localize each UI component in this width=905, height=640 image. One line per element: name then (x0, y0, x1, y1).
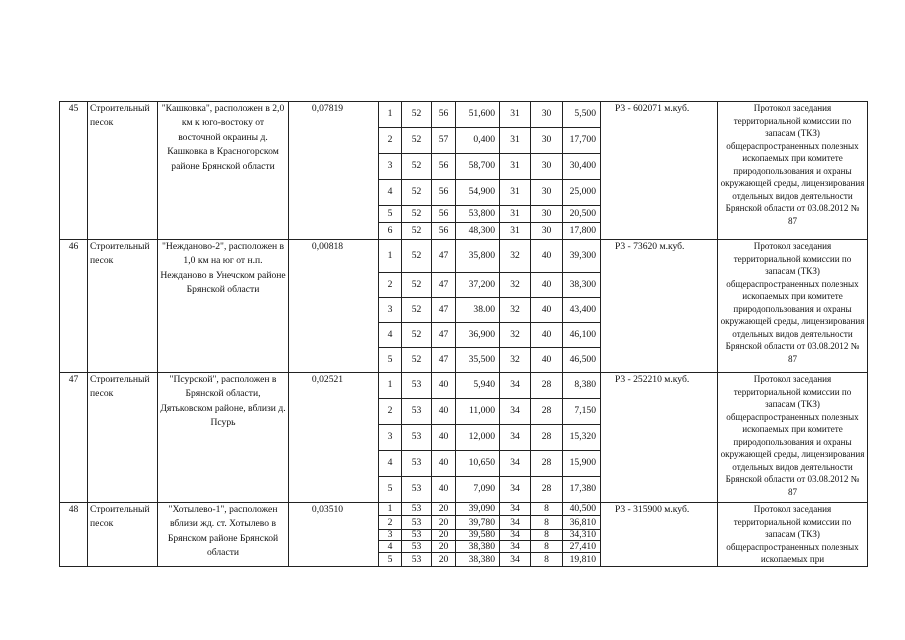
coord-point-number: 5 (379, 348, 402, 373)
coord-lon-deg: 32 (500, 273, 531, 298)
coord-lat-min: 40 (432, 477, 456, 503)
coord-lat-sec: 48,300 (456, 223, 500, 240)
coord-lat-sec: 10,650 (456, 451, 500, 477)
coord-lon-deg: 31 (500, 128, 531, 154)
coord-point-number: 1 (379, 373, 402, 399)
entry-number: 48 (60, 503, 88, 567)
coord-lat-deg: 53 (402, 373, 432, 399)
coord-lat-min: 20 (432, 553, 456, 566)
coord-lat-sec: 39,780 (456, 516, 500, 529)
coord-lon-sec: 40,500 (563, 503, 601, 516)
coord-lat-sec: 0,400 (456, 128, 500, 154)
coord-lat-sec: 54,900 (456, 180, 500, 206)
deposit-area: 0,03510 (289, 503, 379, 567)
coord-lon-deg: 31 (500, 206, 531, 223)
coord-lon-min: 28 (531, 477, 563, 503)
coord-lat-min: 20 (432, 516, 456, 529)
coord-point-number: 4 (379, 323, 402, 348)
coord-lon-deg: 34 (500, 399, 531, 425)
coord-lat-sec: 35,800 (456, 240, 500, 273)
coord-lat-sec: 53,800 (456, 206, 500, 223)
coord-lon-min: 28 (531, 399, 563, 425)
coord-point-number: 4 (379, 541, 402, 553)
coord-lon-min: 30 (531, 102, 563, 128)
coord-lon-min: 30 (531, 128, 563, 154)
coord-point-number: 2 (379, 273, 402, 298)
coord-lat-deg: 52 (402, 223, 432, 240)
coord-lat-sec: 12,000 (456, 425, 500, 451)
coord-lat-min: 56 (432, 154, 456, 180)
table-row (60, 240, 868, 273)
coord-lon-sec: 17,800 (563, 223, 601, 240)
coord-lon-deg: 34 (500, 503, 531, 516)
coord-lon-deg: 32 (500, 298, 531, 323)
coord-lat-min: 40 (432, 425, 456, 451)
coord-lon-min: 40 (531, 298, 563, 323)
coord-lon-min: 40 (531, 323, 563, 348)
coord-lat-min: 56 (432, 102, 456, 128)
coord-lat-min: 56 (432, 206, 456, 223)
coord-lon-sec: 19,810 (563, 553, 601, 566)
coord-lat-deg: 52 (402, 348, 432, 373)
coord-point-number: 2 (379, 516, 402, 529)
mineral-type: Строительный песок (88, 503, 158, 567)
coord-lon-sec: 46,500 (563, 348, 601, 373)
reserves-value: Р3 - 252210 м.куб. (601, 373, 718, 503)
coord-lat-sec: 39,090 (456, 503, 500, 516)
coord-lon-min: 8 (531, 503, 563, 516)
deposit-location: "Хотылево-1", расположен вблизи жд. ст. Хотылево в Брянском районе Брянской области (158, 503, 289, 567)
coord-lat-min: 57 (432, 128, 456, 154)
coord-lon-min: 40 (531, 273, 563, 298)
coord-lat-sec: 51,600 (456, 102, 500, 128)
coord-lat-sec: 38,380 (456, 541, 500, 553)
table-row (60, 373, 868, 399)
coord-lon-deg: 31 (500, 223, 531, 240)
coord-lat-min: 47 (432, 273, 456, 298)
coord-lon-sec: 17,380 (563, 477, 601, 503)
coord-point-number: 5 (379, 477, 402, 503)
coord-point-number: 5 (379, 553, 402, 566)
coord-lon-min: 8 (531, 529, 563, 541)
mineral-type: Строительный песок (88, 240, 158, 373)
coord-lon-min: 28 (531, 425, 563, 451)
coord-lat-sec: 11,000 (456, 399, 500, 425)
coord-lat-min: 40 (432, 399, 456, 425)
coord-lon-min: 8 (531, 553, 563, 566)
coord-lat-deg: 53 (402, 516, 432, 529)
reserves-value: Р3 - 315900 м.куб. (601, 503, 718, 567)
approval-protocol: Протокол заседания территориальной комиссии по запасам (ТКЗ) общераспространенных полезных ископаемых при комитете природопользования и охраны окружающей среды, лицензирования отдельных видов деятельности Брянской области от 03.08.2012 № 87 (718, 102, 868, 240)
deposit-location: "Нежданово-2", расположен в 1,0 км на юг от н.п. Нежданово в Унечском районе Брянской области (158, 240, 289, 373)
coord-point-number: 2 (379, 128, 402, 154)
coord-lat-sec: 7,090 (456, 477, 500, 503)
coord-lon-deg: 34 (500, 553, 531, 566)
coord-lon-sec: 27,410 (563, 541, 601, 553)
coord-lat-deg: 52 (402, 273, 432, 298)
coord-lat-min: 20 (432, 529, 456, 541)
coord-lat-deg: 52 (402, 206, 432, 223)
coord-lon-deg: 34 (500, 477, 531, 503)
coord-lon-sec: 7,150 (563, 399, 601, 425)
coord-lon-deg: 34 (500, 516, 531, 529)
coord-lat-min: 47 (432, 348, 456, 373)
coord-lat-deg: 53 (402, 529, 432, 541)
coord-lat-deg: 52 (402, 180, 432, 206)
entry-number: 46 (60, 240, 88, 373)
coord-lat-min: 47 (432, 240, 456, 273)
coord-lon-min: 8 (531, 516, 563, 529)
coord-lon-sec: 15,320 (563, 425, 601, 451)
coord-point-number: 1 (379, 102, 402, 128)
coord-lon-min: 28 (531, 451, 563, 477)
coord-lon-min: 8 (531, 541, 563, 553)
coord-point-number: 5 (379, 206, 402, 223)
coord-lon-min: 28 (531, 373, 563, 399)
deposit-location: "Кашковка", расположен в 2,0 км к юго-востоку от восточной окраины д. Кашковка в Красногорском районе Брянской области (158, 102, 289, 240)
coord-lon-deg: 31 (500, 154, 531, 180)
coord-lat-min: 56 (432, 180, 456, 206)
coord-lon-sec: 43,400 (563, 298, 601, 323)
coord-lon-sec: 34,310 (563, 529, 601, 541)
coord-lat-sec: 38,380 (456, 553, 500, 566)
coord-lon-deg: 32 (500, 240, 531, 273)
coord-lon-sec: 25,000 (563, 180, 601, 206)
coord-lat-min: 20 (432, 541, 456, 553)
coord-lat-min: 47 (432, 298, 456, 323)
coord-lon-min: 30 (531, 180, 563, 206)
coord-point-number: 3 (379, 425, 402, 451)
coord-lat-deg: 52 (402, 240, 432, 273)
coord-lon-min: 30 (531, 223, 563, 240)
approval-protocol: Протокол заседания территориальной комиссии по запасам (ТКЗ) общераспространенных полезных ископаемых при (718, 503, 868, 567)
coord-lat-min: 40 (432, 451, 456, 477)
coord-lat-deg: 53 (402, 477, 432, 503)
deposit-location: "Псурской", расположен в Брянской области, Дятьковском районе, вблизи д. Псурь (158, 373, 289, 503)
mineral-type: Строительный песок (88, 373, 158, 503)
coord-lat-sec: 58,700 (456, 154, 500, 180)
coord-lat-sec: 5,940 (456, 373, 500, 399)
coord-point-number: 3 (379, 298, 402, 323)
coord-lon-min: 40 (531, 348, 563, 373)
coord-point-number: 4 (379, 180, 402, 206)
approval-protocol: Протокол заседания территориальной комиссии по запасам (ТКЗ) общераспространенных полезных ископаемых при комитете природопользования и охраны окружающей среды, лицензирования отдельных видов деятельности Брянской области от 03.08.2012 № 87 (718, 373, 868, 503)
coord-lat-sec: 35,500 (456, 348, 500, 373)
coord-lat-deg: 52 (402, 128, 432, 154)
coord-lat-min: 40 (432, 373, 456, 399)
coord-lat-sec: 38.00 (456, 298, 500, 323)
coord-lat-sec: 36,900 (456, 323, 500, 348)
coord-point-number: 6 (379, 223, 402, 240)
coord-lon-sec: 30,400 (563, 154, 601, 180)
coord-lon-min: 30 (531, 154, 563, 180)
coord-lon-deg: 34 (500, 451, 531, 477)
coord-lon-deg: 32 (500, 323, 531, 348)
coord-lon-deg: 31 (500, 102, 531, 128)
coord-lon-sec: 39,300 (563, 240, 601, 273)
coord-lon-deg: 34 (500, 425, 531, 451)
coord-point-number: 4 (379, 451, 402, 477)
coord-point-number: 2 (379, 399, 402, 425)
deposit-area: 0,02521 (289, 373, 379, 503)
coord-lat-deg: 52 (402, 298, 432, 323)
coord-lat-deg: 53 (402, 425, 432, 451)
coord-lat-deg: 53 (402, 399, 432, 425)
coord-lon-sec: 17,700 (563, 128, 601, 154)
coord-lat-min: 20 (432, 503, 456, 516)
coord-lat-deg: 52 (402, 323, 432, 348)
coord-lon-sec: 36,810 (563, 516, 601, 529)
coord-point-number: 1 (379, 503, 402, 516)
coord-lat-deg: 53 (402, 451, 432, 477)
coord-lon-min: 40 (531, 240, 563, 273)
coord-lon-sec: 8,380 (563, 373, 601, 399)
coord-lat-deg: 53 (402, 553, 432, 566)
coord-lat-sec: 37,200 (456, 273, 500, 298)
coord-lon-sec: 15,900 (563, 451, 601, 477)
reserves-value: Р3 - 602071 м.куб. (601, 102, 718, 240)
deposits-table (59, 101, 868, 567)
mineral-type: Строительный песок (88, 102, 158, 240)
entry-number: 45 (60, 102, 88, 240)
coord-lon-sec: 20,500 (563, 206, 601, 223)
deposit-area: 0,00818 (289, 240, 379, 373)
table-row (60, 503, 868, 516)
coord-lon-deg: 32 (500, 348, 531, 373)
entry-number: 47 (60, 373, 88, 503)
coord-lat-min: 47 (432, 323, 456, 348)
coord-lon-sec: 46,100 (563, 323, 601, 348)
coord-lon-deg: 34 (500, 373, 531, 399)
coord-lon-deg: 31 (500, 180, 531, 206)
coord-lat-deg: 53 (402, 541, 432, 553)
coord-point-number: 3 (379, 154, 402, 180)
deposit-area: 0,07819 (289, 102, 379, 240)
approval-protocol: Протокол заседания территориальной комиссии по запасам (ТКЗ) общераспространенных полезных ископаемых при комитете природопользования и охраны окружающей среды, лицензирования отдельных видов деятельности Брянской области от 03.08.2012 № 87 (718, 240, 868, 373)
coord-lat-sec: 39,580 (456, 529, 500, 541)
coord-lat-deg: 52 (402, 154, 432, 180)
coord-lat-deg: 52 (402, 102, 432, 128)
coord-lat-min: 56 (432, 223, 456, 240)
coord-lon-min: 30 (531, 206, 563, 223)
coord-point-number: 3 (379, 529, 402, 541)
coord-lon-deg: 34 (500, 529, 531, 541)
coord-lat-deg: 53 (402, 503, 432, 516)
table-row (60, 102, 868, 128)
coord-lon-sec: 5,500 (563, 102, 601, 128)
reserves-value: Р3 - 73620 м.куб. (601, 240, 718, 373)
coord-lon-deg: 34 (500, 541, 531, 553)
coord-lon-sec: 38,300 (563, 273, 601, 298)
coord-point-number: 1 (379, 240, 402, 273)
